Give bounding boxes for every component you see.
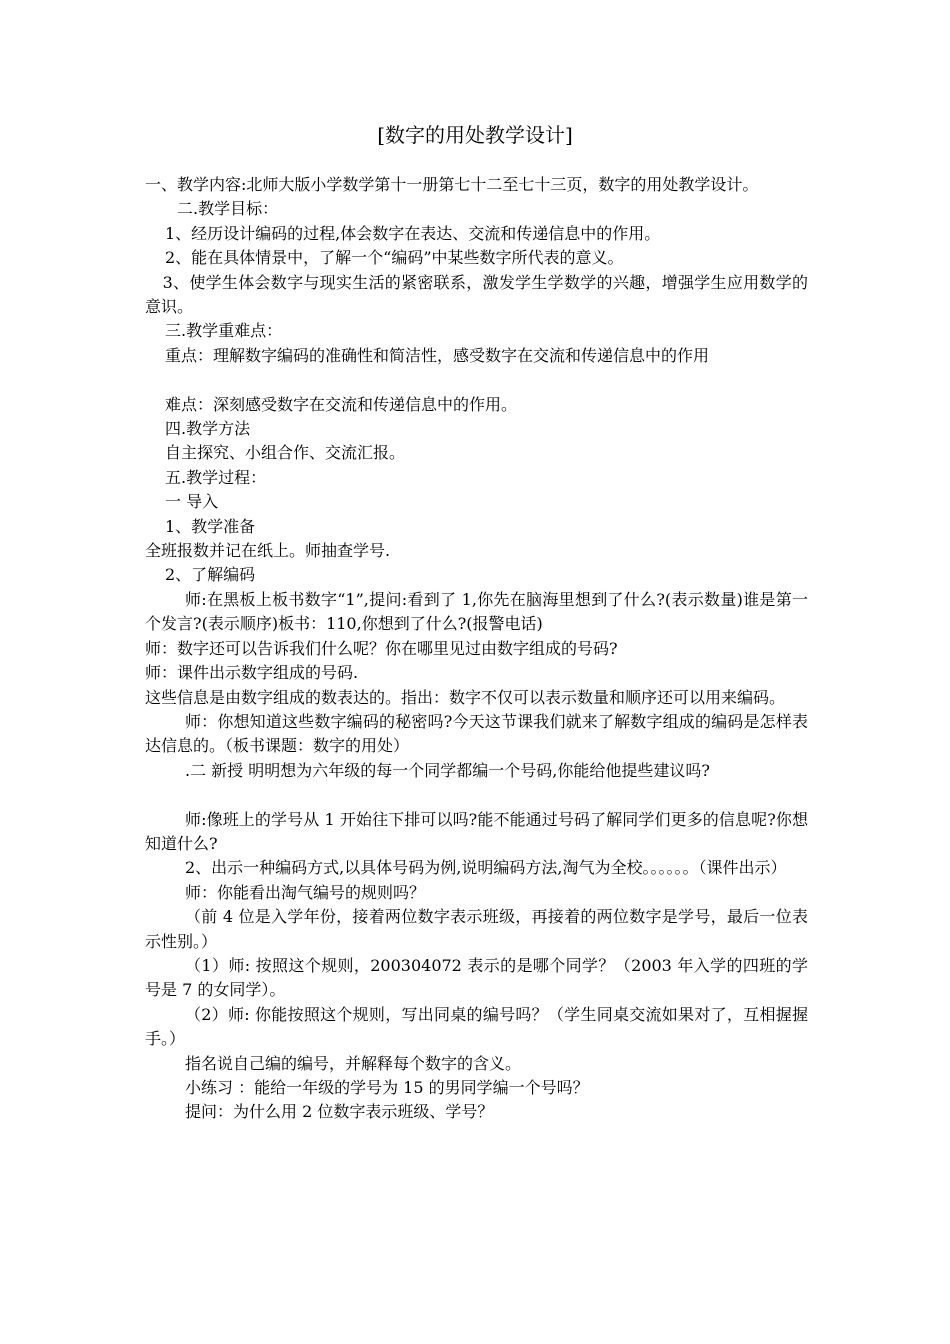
paragraph-goal-1: 1、经历设计编码的过程,体会数字在表达、交流和传递信息中的作用。 (165, 223, 661, 243)
paragraph-lesson-topic: 师：你想知道这些数字编码的秘密吗?今天这节课我们就来了解数字组成的编码是怎样表达信息的。（板书课题：数字的用处） (145, 711, 808, 756)
heading-key-points: 三.教学重难点： (165, 321, 283, 341)
paragraph-coding-example: 2、出示一种编码方式,以具体号码为例,说明编码方法,淘气为全校。。。。。。（课件出示） (185, 858, 787, 878)
paragraph-explain-code: 指名说自己编的编号，并解释每个数字的含义。 (185, 1053, 522, 1073)
heading-teaching-methods: 四.教学方法 (165, 419, 251, 439)
blank-line (145, 783, 808, 807)
paragraph-goal-3: 3、使学生体会数字与现实生活的紧密联系，激发学生学数学的兴趣，增强学生应用数学的意识。 (145, 272, 808, 317)
paragraph-methods: 自主探究、小组合作、交流汇报。 (165, 443, 406, 463)
paragraph-key-point: 重点：理解数字编码的准确性和简洁性，感受数字在交流和传递信息中的作用 (165, 345, 710, 365)
paragraph-difficult-point: 难点：深刻感受数字在交流和传递信息中的作用。 (165, 394, 518, 414)
paragraph-exercise-2: （2）师: 你能按照这个规则，写出同桌的编号吗？（学生同桌交流如果对了，互相握握手。） (145, 1004, 808, 1049)
heading-teaching-process: 五.教学过程： (165, 467, 267, 487)
paragraph-blackboard-question: 师:在黑板上板书数字“1”,提问:看到了 1,你先在脑海里想到了什么?(表示数量)谁是第一个发言?(表示顺序)板书：110,你想到了什么?(报警电话) (145, 589, 808, 634)
paragraph-goal-2: 2、能在具体情景中，了解一个“编码”中某些数字所代表的意义。 (165, 248, 624, 268)
paragraph-rule-question: 师：你能看出淘气编号的规则吗？ (185, 882, 426, 902)
paragraph-teacher-slides: 师：课件出示数字组成的号码. (145, 663, 359, 683)
paragraph-teaching-content: 一、教学内容:北师大版小学数学第十一册第七十二至七十三页，数字的用处教学设计。 (145, 175, 759, 194)
paragraph-rule-answer: （前 4 位是入学年份，接着两位数字表示班级，再接着的两位数字是学号，最后一位表示性别。） (145, 907, 808, 951)
heading-understand-codes: 2、了解编码 (165, 565, 256, 585)
paragraph-teacher-question-1: 师：数字还可以告诉我们什么呢？你在哪里见过由数字组成的号码? (145, 638, 618, 658)
paragraph-roll-call: 全班报数并记在纸上。师抽查学号. (145, 541, 391, 561)
heading-teaching-goals: 二.教学目标： (177, 199, 279, 219)
paragraph-student-number-question: 师:像班上的学号从 1 开始往下排可以吗?能不能通过号码了解同学们更多的信息呢?你想知道什么? (145, 809, 808, 853)
heading-introduction: 一 导入 (165, 492, 219, 512)
paragraph-why-two-digits: 提问：为什么用 2 位数字表示班级、学号？ (185, 1102, 494, 1122)
heading-preparation: 1、教学准备 (165, 516, 256, 536)
paragraph-exercise-1: （1）师: 按照这个规则，200304072 表示的是哪个同学？（2003 年入学的四班的学号是 7 的女同学）。 (145, 955, 808, 1000)
paragraph-small-practice: 小练习 ：能给一年级的学号为 15 的男同学编一个号吗？ (185, 1078, 589, 1097)
document-title: [数字的用处教学设计] (377, 123, 573, 147)
paragraph-info-explanation: 这些信息是由数字组成的数表达的。指出：数字不仅可以表示数量和顺序还可以用来编码。 (145, 687, 786, 707)
paragraph-new-lesson: .二 新授 明明想为六年级的每一个同学都编一个号码,你能给他提些建议吗? (185, 760, 710, 780)
blank-line (145, 368, 808, 392)
document-body (145, 173, 808, 1125)
